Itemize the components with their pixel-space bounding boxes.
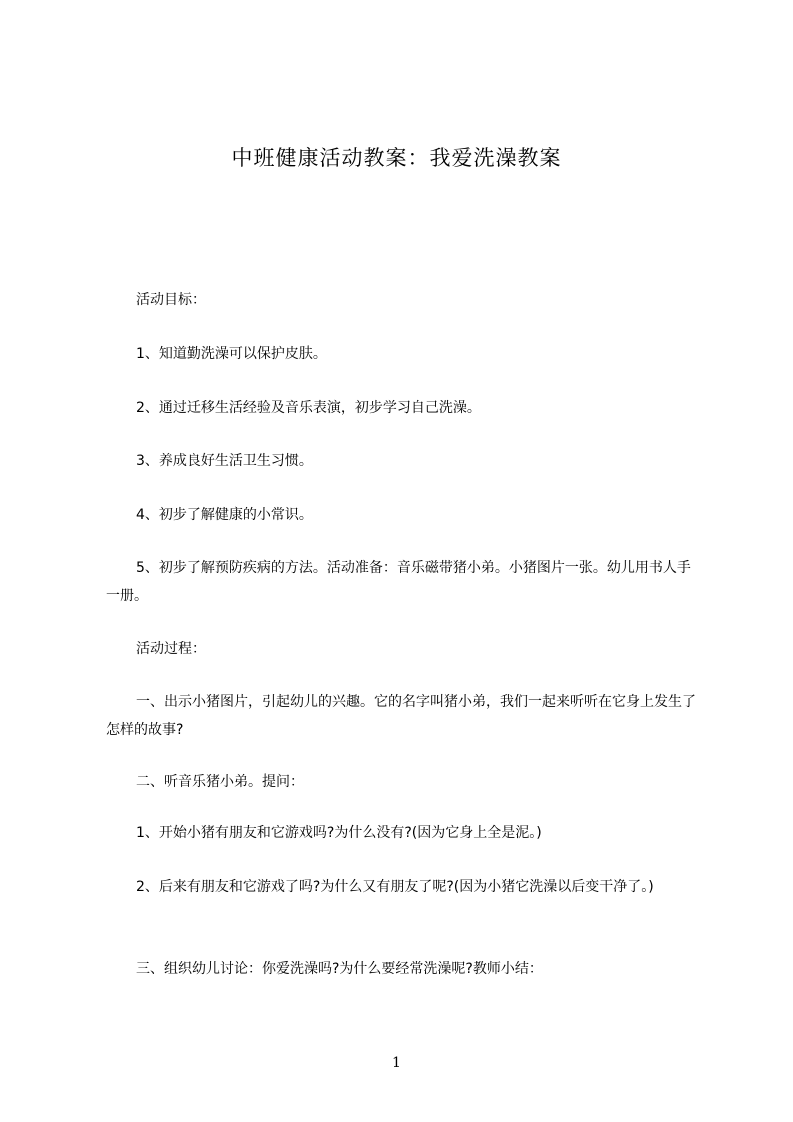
paragraph-goals-heading: 活动目标： (136, 292, 206, 308)
paragraph-goal-2: 2、通过迁移生活经验及音乐表演，初步学习自己洗澡。 (136, 400, 481, 416)
page-number: 1 (392, 1055, 401, 1071)
paragraph-goal-4: 4、初步了解健康的小常识。 (136, 507, 313, 523)
paragraph-question-2: 2、后来有朋友和它游戏了吗?为什么又有朋友了呢?(因为小猪它洗澡以后变干净了。) (136, 879, 654, 895)
paragraph-step-2: 二、听音乐猪小弟。提问： (136, 774, 304, 790)
paragraph-step-3: 三、组织幼儿讨论：你爱洗澡吗?为什么要经常洗澡呢?教师小结： (136, 961, 543, 977)
paragraph-goal-1: 1、知道勤洗澡可以保护皮肤。 (136, 346, 327, 362)
paragraph-process-heading: 活动过程： (136, 641, 206, 657)
paragraph-goal-3: 3、养成良好生活卫生习惯。 (136, 453, 313, 469)
paragraph-goal-5-preparation: 5、初步了解预防疾病的方法。活动准备：音乐磁带猪小弟。小猪图片一张。幼儿用书人手一册。 (106, 560, 691, 604)
document-title: 中班健康活动教案：我爱洗澡教案 (231, 146, 562, 170)
paragraph-step-1: 一、出示小猪图片，引起幼儿的兴趣。它的名字叫猪小弟，我们一起来听听在它身上发生了怎样的故事? (106, 694, 696, 738)
paragraph-question-1: 1、开始小猪有朋友和它游戏吗?为什么没有?(因为它身上全是泥。) (136, 825, 542, 841)
